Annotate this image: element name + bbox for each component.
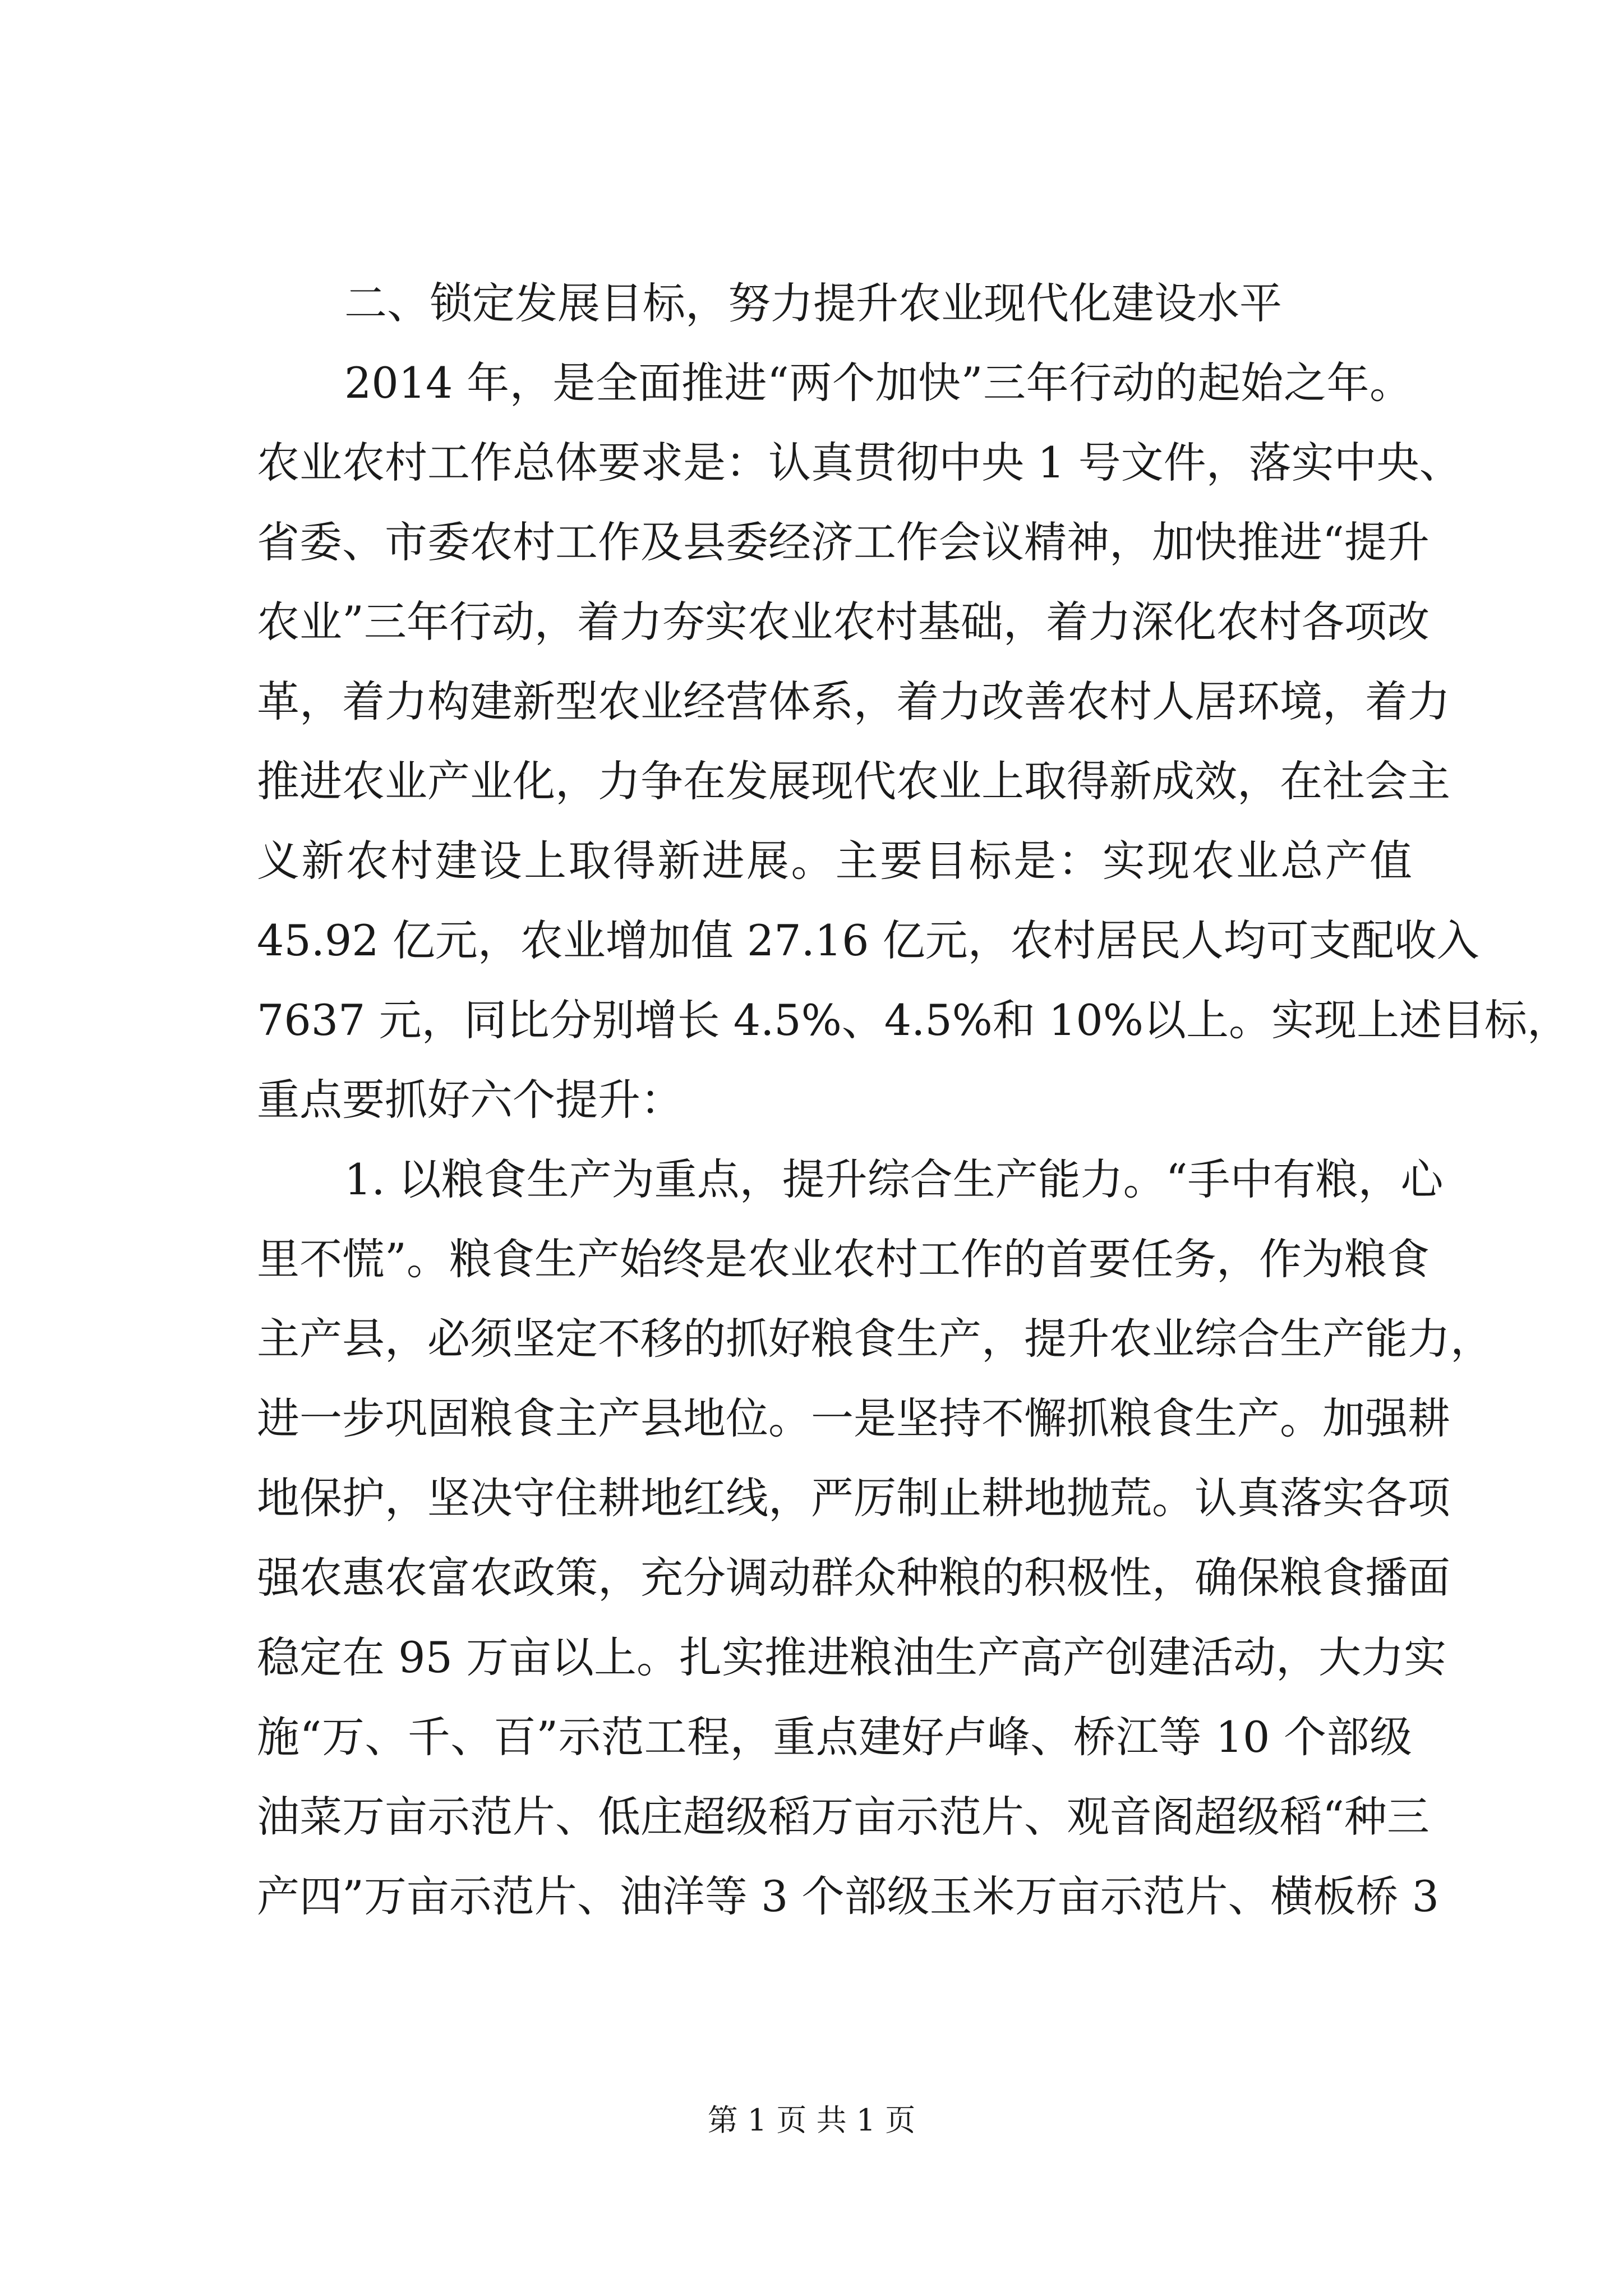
paragraph-line: 推进农业产业化，力争在发展现代农业上取得新成效，在社会主 — [257, 756, 1450, 806]
paragraph-line: 农业农村工作总体要求是：认真贯彻中央 1 号文件，落实中央、 — [257, 438, 1462, 487]
paragraph-line: 里不慌”。粮食生产始终是农业农村工作的首要任务，作为粮食 — [257, 1234, 1430, 1284]
paragraph-line: 施“万、千、百”示范工程，重点建好卢峰、桥江等 10 个部级 — [257, 1712, 1412, 1762]
paragraph-line: 强农惠农富农政策，充分调动群众种粮的积极性，确保粮食播面 — [257, 1553, 1450, 1603]
paragraph-line: 油菜万亩示范片、低庄超级稻万亩示范片、观音阁超级稻“种三 — [257, 1792, 1430, 1842]
paragraph-line: 省委、市委农村工作及县委经济工作会议精神，加快推进“提升 — [257, 517, 1430, 567]
paragraph-line: 1. 以粮食生产为重点，提升综合生产能力。“手中有粮，心 — [344, 1154, 1444, 1204]
paragraph-line: 产四”万亩示范片、油洋等 3 个部级玉米万亩示范片、横板桥 3 — [257, 1871, 1440, 1921]
document-body — [257, 264, 1570, 1936]
paragraph-line: 45.92 亿元，农业增加值 27.16 亿元，农村居民人均可支配收入 — [257, 915, 1479, 965]
paragraph-line: 稳定在 95 万亩以上。扎实推进粮油生产高产创建活动，大力实 — [257, 1632, 1447, 1682]
paragraph-line: 地保护，坚决守住耕地红线，严厉制止耕地抛荒。认真落实各项 — [257, 1473, 1450, 1523]
paragraph-line: 义新农村建设上取得新进展。主要目标是：实现农业总产值 — [257, 836, 1412, 886]
paragraph-line: 进一步巩固粮食主产县地位。一是坚持不懈抓粮食生产。加强耕 — [257, 1393, 1450, 1443]
section-heading: 二、锁定发展目标，努力提升农业现代化建设水平 — [344, 278, 1282, 328]
paragraph-line: 重点要抓好六个提升： — [257, 1075, 683, 1125]
paragraph-line: 7637 元，同比分别增长 4.5%、4.5%和 10%以上。实现上述目标， — [257, 995, 1570, 1045]
paragraph-line: 主产县，必须坚定不移的抓好粮食生产，提升农业综合生产能力， — [257, 1314, 1493, 1364]
paragraph-line: 2014 年，是全面推进“两个加快”三年行动的起始之年。 — [344, 358, 1412, 408]
page-footer: 第 1 页 共 1 页 — [707, 2102, 916, 2138]
paragraph-line: 革，着力构建新型农业经营体系，着力改善农村人居环境，着力 — [257, 677, 1450, 726]
paragraph-line: 农业”三年行动，着力夯实农业农村基础，着力深化农村各项改 — [257, 597, 1430, 647]
